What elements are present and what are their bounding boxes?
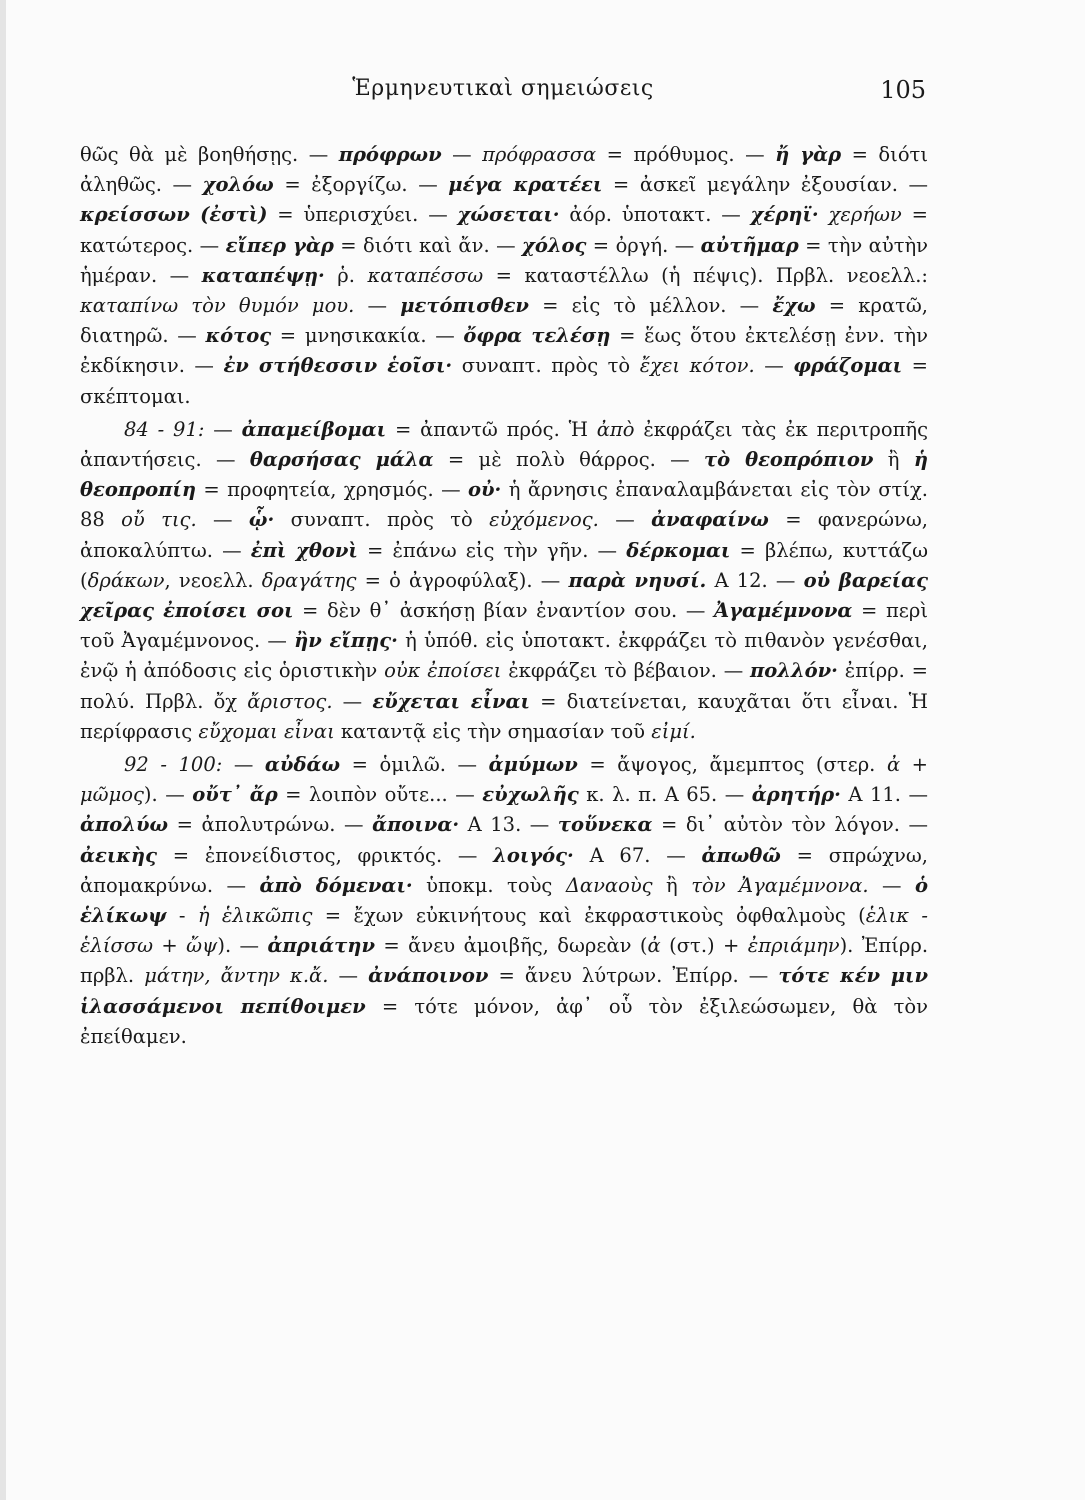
lemma-term: ἀναφαίνω (651, 508, 769, 532)
lemma-term: ἀπριάτην (267, 934, 376, 958)
lemma-term: μέγα κρατέει (448, 173, 603, 197)
gloss-text: Α 12. — (706, 568, 804, 592)
gloss-text: (στ.) + (660, 934, 748, 958)
italic-reference: 92 - 100: (124, 753, 223, 777)
lemma-term: ἀπὸ δόμεναι· (259, 873, 413, 897)
lemma-term: ἢν εἴπῃς· (294, 629, 398, 653)
lemma-term: ἄποινα· (372, 813, 460, 837)
lemma-term: τότε κέν μιν ἱλασσάμενοι πεπίθοιμεν (80, 964, 928, 1018)
lemma-term: πρόφρων (338, 143, 442, 166)
gloss-text: = κρατῶ, διατηρῶ. — (80, 294, 929, 348)
gloss-text: = μνησικακία. — (271, 324, 464, 348)
lemma-term: οὐ βαρείας χεῖρας ἐποίσει σοι (80, 568, 929, 623)
italic-reference: ἀπὸ (596, 417, 635, 441)
gloss-text: = ἀπαντῶ πρός. Ἡ (386, 417, 597, 441)
lemma-term: ἡ θεοπροπίη (80, 448, 928, 502)
gloss-text: = προφητεία, χρησμός. — (196, 478, 468, 502)
italic-reference: πρόφρασσα (482, 143, 597, 166)
gloss-text: ἐκφράζει τὰς ἐκ περιτροπῆς ἀπαντήσεις. — (80, 417, 929, 472)
lemma-term: ἤ γὰρ (775, 143, 842, 166)
gloss-text: = διατείνεται, καυχᾶται ὅτι εἶναι. Ἡ περίφρασις (80, 689, 929, 743)
lemma-term: κότος (205, 324, 272, 348)
italic-reference: χερήων (828, 203, 902, 227)
italic-reference: ἡ ἑλικῶπις (197, 904, 313, 928)
gloss-text: συναπτ. πρὸς τὸ (452, 354, 640, 378)
gloss-text: ). — (143, 783, 193, 807)
italic-reference: δράκων (87, 568, 165, 592)
gloss-text: = διότι καὶ ἄν. — (333, 233, 522, 257)
italic-reference: ἀ (647, 934, 661, 958)
lemma-term: χόλος (522, 233, 587, 257)
gloss-text: = λοιπὸν οὔτε... — (277, 783, 483, 807)
italic-reference: τὸν Ἀγαμέμνονα. (691, 873, 869, 897)
italic-reference: μάτην, ἄντην κ.ἄ. (144, 964, 329, 988)
gloss-text: Α 67. — (573, 843, 702, 867)
gloss-text: — (328, 964, 369, 988)
gloss-text: — (868, 873, 915, 897)
italic-reference: δραγάτης (261, 568, 357, 592)
lemma-term: δέρκομαι (626, 538, 731, 562)
gloss-text: = ἐξοργίζω. — (273, 173, 449, 197)
lemma-term: παρὰ νηυσί. (568, 568, 707, 592)
lemma-term: χώσεται· (457, 203, 560, 227)
gloss-text: ἐπίρρ. = πολύ. Πρβλ. ὄχ (80, 659, 928, 713)
gloss-text: — (204, 417, 242, 441)
gloss-text: = βλέπω, κυττάζω ( (80, 538, 928, 592)
gloss-text: — (332, 689, 373, 713)
gloss-text: = κατώτερος. — (80, 203, 928, 257)
gloss-text: = διότι ἀληθῶς. — (80, 143, 928, 197)
gloss-text: κ. λ. π. Α 65. — (578, 783, 752, 807)
gloss-text: = ἄνευ λύτρων. Ἐπίρρ. — (488, 964, 779, 988)
gloss-text: = ὑπερισχύει. — (267, 203, 458, 227)
gloss-text: = δι᾿ αὐτὸν τὸν λόγον. — (652, 813, 929, 837)
gloss-text: = τότε μόνον, ἀφ᾿ οὗ τὸν ἐξιλεώσωμεν, θὰ τὸν ἐπείθαμεν. (80, 994, 928, 1048)
gloss-text: = ἀπολυτρώνω. — (168, 813, 373, 837)
lemma-term: ἐν στήθεσσιν ἑοῖσι· (223, 354, 453, 378)
gloss-text: = ἔχων εὐκινήτους καὶ ἐκφραστικοὺς ὀφθαλμοὺς ( (312, 904, 866, 928)
lemma-term: αὐτῆμαρ (700, 233, 799, 257)
gloss-text: = σκέπτομαι. (80, 354, 928, 408)
gloss-text: = ἀσκεῖ μεγάλην ἐξουσίαν. — (602, 173, 929, 197)
page-number: 105 (880, 76, 926, 104)
gloss-text: ἡ ἄρνησις ἐπαναλαμβάνεται εἰς τὸν στίχ. 88 (80, 478, 928, 532)
italic-reference: ἀ + μῶμος (80, 753, 928, 807)
gloss-text: ἢ (652, 873, 692, 897)
lemma-term: ἀπωθῶ (701, 843, 781, 867)
lemma-term: ὁ ἑλίκωψ (80, 873, 928, 928)
gloss-text: θῶς θὰ μὲ βοηθήσῃς. — (80, 143, 339, 166)
italic-reference: ἑλικ - ἑλίσσω + ὤψ (80, 904, 929, 958)
italic-reference: καταπέσσω (367, 263, 484, 287)
gloss-text: = ἐπονείδιστος, φρικτός. — (156, 843, 494, 867)
gloss-text: ὑποκμ. τοὺς (412, 873, 566, 897)
italic-reference: οὐκ ἐποίσει (384, 659, 502, 683)
italic-reference: εὐχόμενος. (489, 508, 599, 532)
italic-reference: καταπίνω τὸν θυμόν μου. (80, 294, 355, 318)
lemma-term: ἐπὶ χθονὶ (250, 538, 358, 562)
running-title: Ἑρμηνευτικαὶ σημειώσεις (352, 76, 654, 101)
italic-reference: Δαναοὺς (565, 873, 653, 897)
lemma-term: πολλόν· (750, 659, 838, 683)
lemma-term: ὄφρα τελέσῃ (463, 324, 611, 348)
gloss-text: — (441, 143, 483, 166)
italic-reference: ἐπριάμην (747, 934, 840, 958)
italic-reference: 84 - 91: (124, 417, 205, 441)
gloss-text: Α 13. — (459, 813, 558, 837)
italic-reference: εἰμί. (651, 719, 696, 743)
lemma-term: κρείσσων (ἐστὶ) (80, 203, 268, 227)
gloss-text: = πρόθυμος. — (596, 143, 776, 166)
lemma-term: ἀπολύω (80, 813, 169, 837)
lemma-term: εὔχεται εἶναι (372, 689, 530, 713)
gloss-text: = ἄνευ ἀμοιβῆς, δωρεὰν ( (375, 934, 648, 958)
italic-reference: εὔχομαι εἶναι (198, 719, 335, 743)
paragraph-commentary-1 (80, 140, 928, 412)
gloss-text: = φανερώνω, ἀποκαλύπτω. — (80, 508, 928, 562)
gloss-text: = ὁμιλῶ. — (340, 753, 489, 777)
lemma-term: αὐδάω (264, 753, 341, 777)
italic-reference: ἔχει κότον. (639, 354, 755, 378)
lemma-term: χέρηϊ· (750, 203, 819, 227)
lemma-term: θαρσήσας μάλα (249, 448, 434, 472)
gloss-text: ἐκφράζει τὸ βέβαιον. — (501, 659, 751, 683)
gloss-text: ἡ ὑπόθ. εἰς ὑποτακτ. ἐκφράζει τὸ πιθανὸν γενέσθαι, ἐνῷ ἡ ἀπόδοσις εἰς ὁριστικὴν (80, 629, 928, 683)
gloss-text: = μὲ πολὺ θάρρος. — (433, 448, 705, 472)
lemma-term: ἀεικὴς (80, 843, 157, 867)
gloss-text: — (354, 294, 401, 318)
lemma-term: ᾧ· (248, 508, 275, 532)
gloss-text: — (754, 354, 794, 378)
gloss-text: , νεοελλ. (164, 568, 262, 592)
gloss-text: = ἄψογος, ἄμεμπτος (στερ. (577, 753, 887, 777)
page-body (80, 140, 928, 1055)
lemma-term: καταπέψῃ· (201, 263, 325, 287)
lemma-term: ἀρητήρ· (751, 783, 841, 807)
gloss-text (819, 203, 829, 226)
gloss-text: = περὶ τοῦ Ἀγαμέμνονος. — (80, 599, 929, 653)
gloss-text: = καταστέλλω (ἡ πέψις). Πρβλ. νεοελλ.: (483, 263, 928, 287)
gloss-text: = ὁ ἀγροφύλαξ). — (356, 568, 569, 592)
gloss-text: = ὀργή. — (586, 233, 701, 257)
gloss-text: ). — (217, 934, 268, 958)
lemma-term: οὔτ᾿ ἄρ (192, 783, 278, 807)
gloss-text: συναπτ. πρὸς τὸ (274, 508, 490, 532)
italic-reference: ἄριστος. (247, 689, 333, 713)
gloss-text: Α 11. — (840, 783, 928, 807)
gloss-text: ῥ. (324, 263, 368, 287)
gloss-text: = εἰς τὸ μέλλον. — (528, 294, 773, 318)
lemma-term: ἀμύμων (488, 753, 578, 777)
lemma-term: μετόπισθεν (400, 294, 529, 318)
gloss-text: - (166, 904, 198, 928)
gloss-text: — (196, 508, 249, 532)
gloss-text: καταντᾷ εἰς τὴν σημασίαν τοῦ (334, 719, 652, 743)
lemma-term: χολόω (202, 173, 274, 197)
italic-reference: οὔ τις. (121, 508, 197, 532)
gloss-text: = ἕως ὅτου ἐκτελέσῃ ἐνν. τὴν ἐκδίκησιν. — (80, 324, 928, 378)
lemma-term: λοιγός· (493, 843, 574, 867)
gloss-text: = δὲν θ᾿ ἀσκήσῃ βίαν ἐναντίον σου. — (293, 599, 714, 623)
lemma-term: τοὕνεκα (557, 813, 653, 837)
lemma-term: φράζομαι (793, 354, 903, 378)
gloss-text: — (222, 753, 265, 777)
lemma-term: εἴπερ γὰρ (225, 233, 334, 257)
gloss-text: = ἐπάνω εἰς τὴν γῆν. — (357, 538, 627, 562)
gloss-text: = τὴν αὐτὴν ἡμέραν. — (80, 233, 929, 287)
gloss-text: ἢ (873, 448, 914, 472)
gloss-text: = σπρώχνω, ἀπομακρύνω. — (80, 843, 928, 897)
page-header (80, 76, 926, 110)
lemma-term: εὐχωλῆς (482, 783, 579, 807)
lemma-term: ἀνάποινον (368, 964, 489, 988)
gloss-text: ). Ἐπίρρ. πρβλ. (80, 934, 929, 988)
lemma-term: οὐ· (467, 478, 502, 502)
paragraph-commentary-84-91 (80, 415, 928, 747)
paragraph-commentary-92-100 (80, 750, 928, 1052)
gloss-text: — (598, 508, 652, 532)
lemma-term: ἔχω (772, 294, 816, 318)
page-binding-edge (0, 0, 6, 1500)
gloss-text: ἀόρ. ὑποτακτ. — (559, 203, 751, 227)
lemma-term: Ἀγαμέμνονα (713, 599, 853, 623)
lemma-term: ἀπαμείβομαι (241, 417, 387, 441)
lemma-term: τὸ θεοπρόπιον (704, 448, 874, 472)
